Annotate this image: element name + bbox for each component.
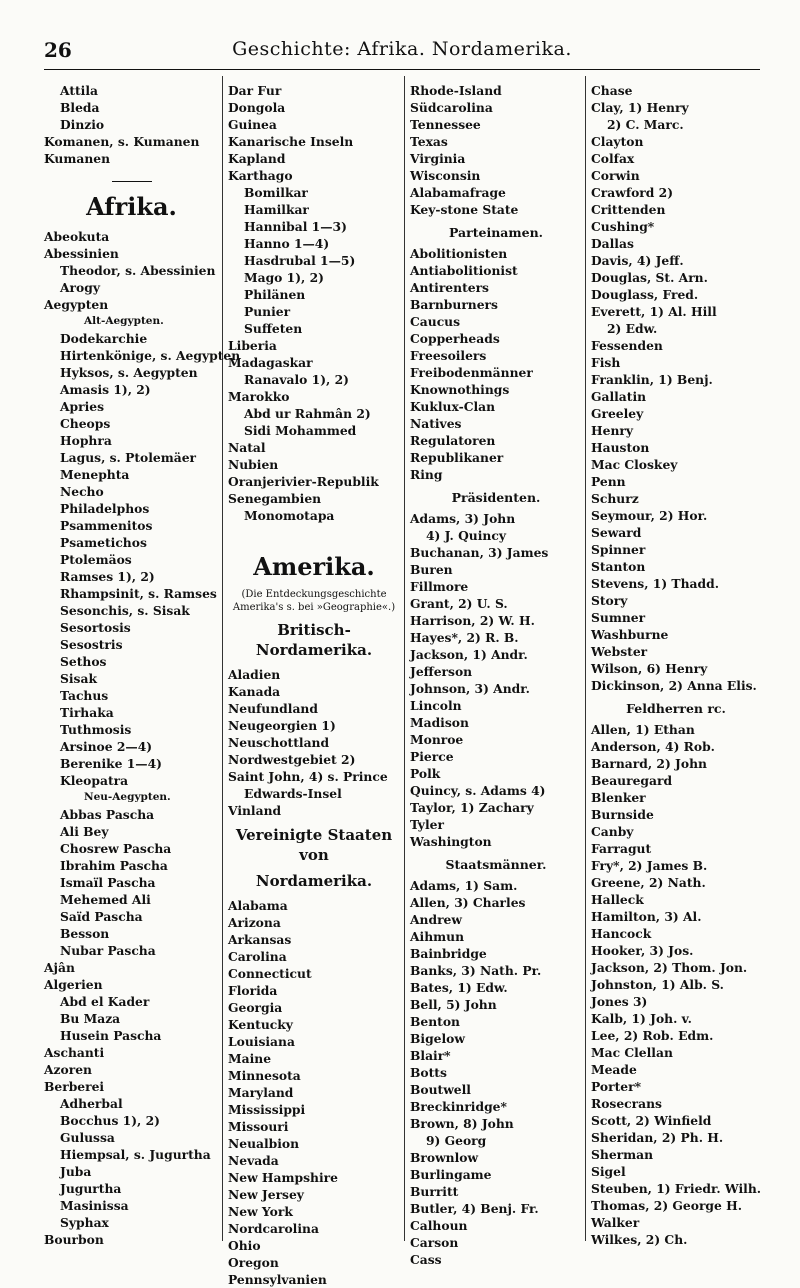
index-entry: Nordwestgebiet 2) <box>228 752 356 767</box>
index-entry: Oranjerivier-Republik <box>228 474 379 489</box>
index-entry: Berberei <box>44 1079 105 1094</box>
index-entry: Barnburners <box>410 297 498 312</box>
index-entry: Dallas <box>591 236 634 251</box>
index-entry: Tuthmosis <box>60 722 132 737</box>
index-entry: Regulatoren <box>410 433 496 448</box>
index-entry: Clayton <box>591 134 644 149</box>
index-entry: Psammenitos <box>60 518 153 533</box>
index-entry: Taylor, 1) Zachary <box>410 800 534 815</box>
index-entry: Gulussa <box>60 1130 115 1145</box>
index-entry: Fessenden <box>591 338 663 353</box>
index-entry: Dickinson, 2) Anna Elis. <box>591 678 757 693</box>
index-entry: Senegambien <box>228 491 322 506</box>
index-entry: Sigel <box>591 1164 626 1179</box>
index-entry: Boutwell <box>410 1082 471 1097</box>
index-entry: Bainbridge <box>410 946 487 961</box>
index-entry: New Hampshire <box>228 1170 338 1185</box>
section-heading: Parteinamen. <box>448 225 544 240</box>
index-entry: Madagaskar <box>228 355 313 370</box>
index-entry: Brown, 8) John <box>410 1116 514 1131</box>
index-entry: Bourbon <box>44 1232 104 1247</box>
index-entry: Aihmun <box>410 929 465 944</box>
index-column-1 <box>44 82 241 1247</box>
index-entry: Syphax <box>60 1215 109 1230</box>
index-entry: Dar Fur <box>228 83 282 98</box>
index-entry: Madison <box>410 715 469 730</box>
index-entry: Jackson, 2) Thom. Jon. <box>591 960 748 975</box>
index-entry: Burnside <box>591 807 654 822</box>
index-entry: 2) C. Marc. <box>607 117 684 132</box>
index-entry: Chase <box>591 83 633 98</box>
index-entry: Dinzio <box>60 117 105 132</box>
index-entry: Missouri <box>228 1119 289 1134</box>
column-divider-2 <box>404 76 405 1241</box>
index-entry: Hamilton, 3) Al. <box>591 909 702 924</box>
index-entry: Story <box>591 593 628 608</box>
index-entry: Sheridan, 2) Ph. H. <box>591 1130 724 1145</box>
index-entry: Stevens, 1) Thadd. <box>591 576 719 591</box>
index-entry: Hannibal 1—3) <box>244 219 347 234</box>
index-entry: Attila <box>60 83 98 98</box>
index-entry: Burritt <box>410 1184 459 1199</box>
header-rule <box>44 69 760 70</box>
index-entry: Ohio <box>228 1238 261 1253</box>
index-entry: Juba <box>60 1164 92 1179</box>
section-heading: Präsidenten. <box>451 490 541 505</box>
index-column-3 <box>410 82 582 1267</box>
index-entry: Stanton <box>591 559 646 574</box>
index-entry: Marokko <box>228 389 290 404</box>
index-entry: Saïd Pascha <box>60 909 143 924</box>
index-entry: Sisak <box>60 671 97 686</box>
index-entry: Breckinridge* <box>410 1099 507 1114</box>
index-entry: Lincoln <box>410 698 462 713</box>
index-entry: Meade <box>591 1062 637 1077</box>
index-entry: Lee, 2) Rob. Edm. <box>591 1028 714 1043</box>
index-entry: Cass <box>410 1252 442 1267</box>
index-entry: Webster <box>591 644 648 659</box>
index-entry: Chosrew Pascha <box>60 841 172 856</box>
index-entry: Mehemed Ali <box>60 892 151 907</box>
index-entry: Tachus <box>60 688 109 703</box>
index-entry: Philänen <box>244 287 306 302</box>
index-entry: Guinea <box>228 117 277 132</box>
index-entry: Maine <box>228 1051 272 1066</box>
index-entry: Blenker <box>591 790 646 805</box>
index-entry: Sidi Mohammed <box>244 423 357 438</box>
index-entry: Arsinoe 2—4) <box>60 739 153 754</box>
index-entry: Kleopatra <box>60 773 129 788</box>
index-entry: Washburne <box>591 627 669 642</box>
index-entry: Henry <box>591 423 634 438</box>
index-entry: Kumanen <box>44 151 111 166</box>
index-entry: Freesoilers <box>410 348 487 363</box>
index-entry: Calhoun <box>410 1218 468 1233</box>
index-entry: Sumner <box>591 610 646 625</box>
index-entry: Hamilkar <box>244 202 309 217</box>
index-entry: Quincy, s. Adams 4) <box>410 783 546 798</box>
index-entry: Tyler <box>410 817 444 832</box>
index-entry: Natives <box>410 416 462 431</box>
index-entry: Gallatin <box>591 389 647 404</box>
spacer <box>228 524 400 546</box>
subsection-heading: Neu-Aegypten. <box>84 791 171 803</box>
index-entry: Botts <box>410 1065 447 1080</box>
index-entry: Rhode-Island <box>410 83 502 98</box>
index-entry: Ibrahim Pascha <box>60 858 168 873</box>
index-entry: Grant, 2) U. S. <box>410 596 508 611</box>
index-entry: 2) Edw. <box>607 321 658 336</box>
index-entry: Arizona <box>228 915 281 930</box>
index-entry: Tirhaka <box>60 705 114 720</box>
index-entry: Steuben, 1) Friedr. Wilh. <box>591 1181 762 1196</box>
index-entry: Hooker, 3) Jos. <box>591 943 694 958</box>
index-entry: Schurz <box>591 491 639 506</box>
index-entry: Menephta <box>60 467 130 482</box>
index-entry: Jefferson <box>410 664 473 679</box>
index-entry: Monroe <box>410 732 464 747</box>
index-entry: Lagus, s. Ptolemäer <box>60 450 197 465</box>
index-entry: Johnston, 1) Alb. S. <box>591 977 724 992</box>
index-entry: Komanen, s. Kumanen <box>44 134 200 149</box>
index-entry: Seymour, 2) Hor. <box>591 508 708 523</box>
index-entry: Bomilkar <box>244 185 308 200</box>
index-entry: Sherman <box>591 1147 654 1162</box>
index-entry: Suffeten <box>244 321 303 336</box>
index-entry: Dodekarchie <box>60 331 148 346</box>
index-entry: Caucus <box>410 314 461 329</box>
index-entry: Arogy <box>60 280 100 295</box>
section-heading: Afrika. <box>86 192 177 221</box>
index-entry: Abd el Kader <box>60 994 150 1009</box>
index-entry: Carolina <box>228 949 287 964</box>
index-entry: Penn <box>591 474 626 489</box>
index-entry: Anderson, 4) Rob. <box>591 739 715 754</box>
index-entry: Ring <box>410 467 443 482</box>
section-heading: Staatsmänner. <box>445 857 547 872</box>
index-entry: Colfax <box>591 151 635 166</box>
index-entry: Bell, 5) John <box>410 997 497 1012</box>
index-entry: Necho <box>60 484 104 499</box>
index-entry: Masinissa <box>60 1198 129 1213</box>
index-entry: Abeokuta <box>44 229 110 244</box>
index-entry: Greene, 2) Nath. <box>591 875 706 890</box>
index-entry: Key-stone State <box>410 202 519 217</box>
index-entry: Liberia <box>228 338 277 353</box>
index-entry: Thomas, 2) George H. <box>591 1198 743 1213</box>
index-entry: Buchanan, 3) James <box>410 545 549 560</box>
index-entry: Banks, 3) Nath. Pr. <box>410 963 542 978</box>
index-entry: Südcarolina <box>410 100 493 115</box>
index-entry: Corwin <box>591 168 640 183</box>
index-entry: Neugeorgien 1) <box>228 718 336 733</box>
section-note: (Die Entdeckungsgeschichte Amerika's s. bei »Geographie«.) <box>232 589 396 613</box>
index-entry: Oregon <box>228 1255 279 1270</box>
index-entry: Sethos <box>60 654 107 669</box>
index-entry: Fish <box>591 355 621 370</box>
section-heading: Amerika. <box>253 552 375 581</box>
index-entry: Fillmore <box>410 579 469 594</box>
index-entry: Pennsylvanien <box>228 1272 327 1287</box>
index-entry: Johnson, 3) Andr. <box>410 681 530 696</box>
section-heading: Nordamerika. <box>255 872 373 890</box>
subsection-heading: Alt-Aegypten. <box>84 315 164 327</box>
index-entry: Nordcarolina <box>228 1221 319 1236</box>
index-entry: Douglas, St. Arn. <box>591 270 708 285</box>
index-entry: Husein Pascha <box>60 1028 162 1043</box>
index-entry: Kentucky <box>228 1017 293 1032</box>
index-entry: Cheops <box>60 416 111 431</box>
index-entry: Sesostris <box>60 637 123 652</box>
index-entry: Algerien <box>44 977 103 992</box>
index-entry: Jones 3) <box>591 994 648 1009</box>
index-entry: New Jersey <box>228 1187 304 1202</box>
index-entry: Ali Bey <box>60 824 109 839</box>
index-entry: Kapland <box>228 151 286 166</box>
index-entry: Georgia <box>228 1000 283 1015</box>
index-entry: Mago 1), 2) <box>244 270 324 285</box>
index-entry: Neuschottland <box>228 735 330 750</box>
index-entry: Beauregard <box>591 773 673 788</box>
index-entry: Kuklux-Clan <box>410 399 496 414</box>
index-entry: Mississippi <box>228 1102 306 1117</box>
index-entry: Aladien <box>228 667 281 682</box>
section-heading: Feldherren rc. <box>626 701 726 716</box>
index-entry: Natal <box>228 440 266 455</box>
index-entry: Bleda <box>60 100 100 115</box>
index-entry: Greeley <box>591 406 644 421</box>
index-entry: 4) J. Quincy <box>426 528 506 543</box>
index-entry: Saint John, 4) s. Prince <box>228 769 388 784</box>
index-entry: Sesortosis <box>60 620 131 635</box>
index-entry: Ismaïl Pascha <box>60 875 156 890</box>
index-entry: Buren <box>410 562 453 577</box>
index-entry: Monomotapa <box>244 508 335 523</box>
index-entry: Clay, 1) Henry <box>591 100 689 115</box>
section-heading: Vereinigte Staaten von <box>235 826 393 864</box>
index-entry: Vinland <box>228 803 282 818</box>
index-entry: Jugurtha <box>60 1181 122 1196</box>
index-entry: Nevada <box>228 1153 279 1168</box>
index-entry: Kanarische Inseln <box>228 134 354 149</box>
index-entry: Everett, 1) Al. Hill <box>591 304 717 319</box>
index-entry: Minnesota <box>228 1068 301 1083</box>
index-entry: Fry*, 2) James B. <box>591 858 708 873</box>
index-entry: Theodor, s. Abessinien <box>60 263 216 278</box>
index-entry: Ptolemäos <box>60 552 132 567</box>
index-entry: Benton <box>410 1014 460 1029</box>
index-entry: Berenike 1—4) <box>60 756 162 771</box>
index-entry: Butler, 4) Benj. Fr. <box>410 1201 539 1216</box>
index-entry: Nubar Pascha <box>60 943 156 958</box>
index-entry: Canby <box>591 824 634 839</box>
index-entry: Farragut <box>591 841 652 856</box>
index-entry: Burlingame <box>410 1167 492 1182</box>
index-entry: Crittenden <box>591 202 666 217</box>
index-entry: Hayes*, 2) R. B. <box>410 630 519 645</box>
index-entry: Kalb, 1) Joh. v. <box>591 1011 692 1026</box>
index-entry: Seward <box>591 525 642 540</box>
index-entry: Franklin, 1) Benj. <box>591 372 713 387</box>
index-entry: Besson <box>60 926 110 941</box>
index-entry: Antirenters <box>410 280 489 295</box>
index-entry: Alabamafrage <box>410 185 506 200</box>
index-entry: Douglass, Fred. <box>591 287 699 302</box>
index-entry: Antiabolitionist <box>410 263 518 278</box>
index-entry: Abd ur Rahmân 2) <box>244 406 371 421</box>
index-entry: Davis, 4) Jeff. <box>591 253 684 268</box>
index-entry: Edwards-Insel <box>244 786 342 801</box>
index-entry: Aschanti <box>44 1045 105 1060</box>
index-entry: Ranavalo 1), 2) <box>244 372 349 387</box>
index-entry: Adherbal <box>60 1096 123 1111</box>
index-entry: Connecticut <box>228 966 312 981</box>
index-entry: Hanno 1—4) <box>244 236 330 251</box>
index-entry: Ramses 1), 2) <box>60 569 155 584</box>
index-entry: Cushing* <box>591 219 655 234</box>
section-rule <box>112 181 152 182</box>
index-entry: Hauston <box>591 440 650 455</box>
index-entry: Sesonchis, s. Sisak <box>60 603 190 618</box>
index-entry: Kanada <box>228 684 281 699</box>
index-entry: Bigelow <box>410 1031 465 1046</box>
index-entry: Amasis 1), 2) <box>60 382 151 397</box>
index-entry: Barnard, 2) John <box>591 756 707 771</box>
index-entry: Tennessee <box>410 117 481 132</box>
index-entry: Adams, 3) John <box>410 511 516 526</box>
index-entry: Bates, 1) Edw. <box>410 980 508 995</box>
index-entry: Azoren <box>44 1062 92 1077</box>
index-entry: Allen, 3) Charles <box>410 895 526 910</box>
index-entry: Abolitionisten <box>410 246 508 261</box>
index-entry: Wilkes, 2) Ch. <box>591 1232 688 1247</box>
index-entry: Hyksos, s. Aegypten <box>60 365 198 380</box>
page-header <box>44 38 760 66</box>
index-entry: Apries <box>60 399 105 414</box>
index-entry: Karthago <box>228 168 293 183</box>
index-entry: Louisiana <box>228 1034 295 1049</box>
index-entry: New York <box>228 1204 293 1219</box>
index-entry: Texas <box>410 134 448 149</box>
index-entry: Walker <box>591 1215 640 1230</box>
index-entry: 9) Georg <box>426 1133 487 1148</box>
index-entry: Republikaner <box>410 450 504 465</box>
index-entry: Hiempsal, s. Jugurtha <box>60 1147 211 1162</box>
index-entry: Abessinien <box>44 246 119 261</box>
index-entry: Pierce <box>410 749 454 764</box>
index-entry: Jackson, 1) Andr. <box>410 647 528 662</box>
index-entry: Hancock <box>591 926 652 941</box>
index-entry: Brownlow <box>410 1150 479 1165</box>
index-entry: Virginia <box>410 151 466 166</box>
index-entry: Harrison, 2) W. H. <box>410 613 535 628</box>
index-entry: Aegypten <box>44 297 109 312</box>
index-column-2 <box>228 82 400 1287</box>
index-entry: Knownothings <box>410 382 510 397</box>
index-entry: Crawford 2) <box>591 185 674 200</box>
index-entry: Philadelphos <box>60 501 150 516</box>
index-entry: Allen, 1) Ethan <box>591 722 695 737</box>
index-entry: Hophra <box>60 433 112 448</box>
index-entry: Alabama <box>228 898 288 913</box>
index-entry: Nubien <box>228 457 279 472</box>
index-entry: Abbas Pascha <box>60 807 155 822</box>
column-divider-1 <box>222 76 223 1241</box>
index-entry: Arkansas <box>228 932 292 947</box>
index-entry: Copperheads <box>410 331 500 346</box>
running-title: Geschichte: Afrika. Nordamerika. <box>232 38 572 60</box>
index-entry: Bocchus 1), 2) <box>60 1113 160 1128</box>
index-entry: Adams, 1) Sam. <box>410 878 518 893</box>
index-entry: Mac Clellan <box>591 1045 673 1060</box>
index-column-4 <box>591 82 762 1247</box>
index-entry: Scott, 2) Winfield <box>591 1113 712 1128</box>
index-entry: Dongola <box>228 100 286 115</box>
index-entry: Hasdrubal 1—5) <box>244 253 356 268</box>
index-entry: Neufundland <box>228 701 318 716</box>
column-divider-3 <box>585 76 586 1241</box>
index-entry: Ajân <box>44 960 75 975</box>
index-entry: Wilson, 6) Henry <box>591 661 708 676</box>
index-entry: Maryland <box>228 1085 294 1100</box>
index-entry: Freibodenmänner <box>410 365 533 380</box>
index-entry: Rosecrans <box>591 1096 662 1111</box>
index-entry: Andrew <box>410 912 462 927</box>
index-entry: Carson <box>410 1235 459 1250</box>
index-entry: Mac Closkey <box>591 457 678 472</box>
index-entry: Hirtenkönige, s. Aegypten <box>60 348 241 363</box>
index-entry: Psametichos <box>60 535 147 550</box>
index-entry: Florida <box>228 983 278 998</box>
page-number: 26 <box>44 38 72 62</box>
index-entry: Polk <box>410 766 441 781</box>
section-heading: Britisch-Nordamerika. <box>255 621 373 659</box>
index-entry: Wisconsin <box>410 168 481 183</box>
index-entry: Bu Maza <box>60 1011 121 1026</box>
index-entry: Punier <box>244 304 291 319</box>
index-entry: Neualbion <box>228 1136 300 1151</box>
index-entry: Washington <box>410 834 492 849</box>
index-entry: Spinner <box>591 542 646 557</box>
index-entry: Blair* <box>410 1048 451 1063</box>
index-entry: Halleck <box>591 892 644 907</box>
index-entry: Rhampsinit, s. Ramses <box>60 586 217 601</box>
index-entry: Porter* <box>591 1079 642 1094</box>
